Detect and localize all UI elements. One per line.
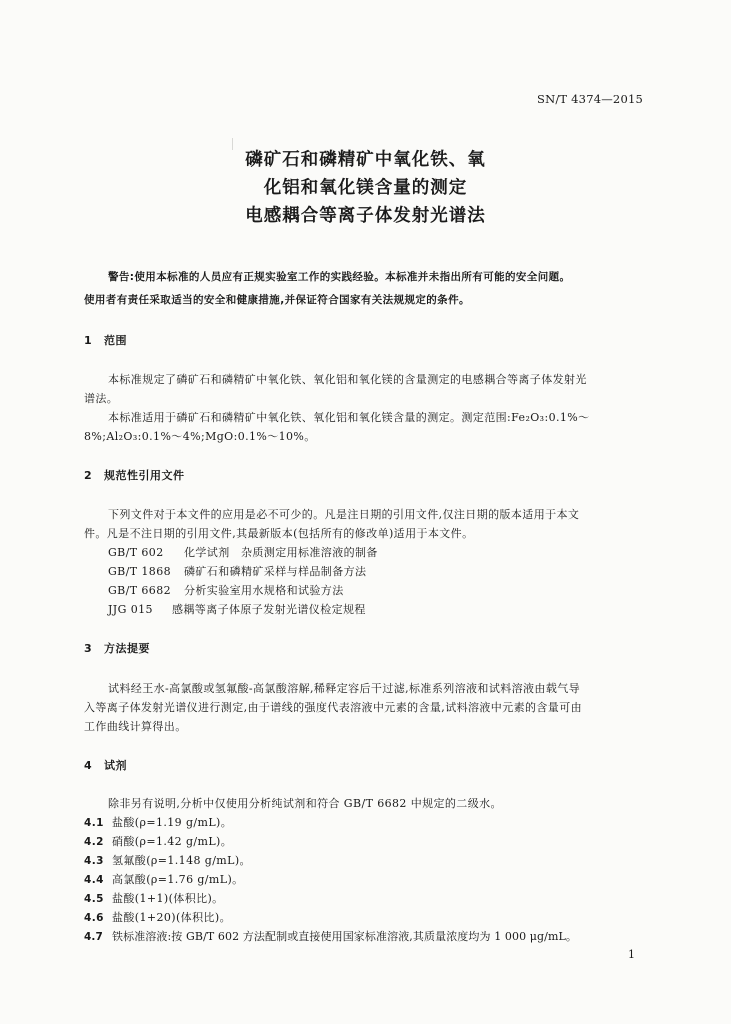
- clause-number: 4.5: [84, 893, 104, 905]
- section-heading-references: [84, 467, 185, 483]
- section-number: 4: [84, 759, 93, 772]
- reagent-item: [84, 928, 577, 944]
- section-heading-scope: [84, 332, 127, 348]
- reagent-text: 盐酸(1+20)(体积比)。: [112, 911, 231, 924]
- reagent-text: 高氯酸(ρ=1.76 g/mL)。: [112, 873, 244, 886]
- reference-code: JJG 015: [108, 603, 153, 616]
- title-line-1: 磷矿石和磷精矿中氧化铁、氧: [245, 150, 486, 170]
- scope-p2-line-1: 本标准适用于磷矿石和磷精矿中氧化铁、氧化铝和氧化镁含量的测定。测定范围:Fe₂O₃:0.1%～: [108, 411, 590, 424]
- reference-item: [108, 582, 344, 598]
- section-heading-reagents: [84, 757, 127, 773]
- clause-number: 4.7: [84, 931, 103, 943]
- scope-p1-line-1: 本标准规定了磷矿石和磷精矿中氧化铁、氧化铝和氧化镁的含量测定的电感耦合等离子体发射光: [108, 373, 587, 386]
- reference-code: GB/T 1868: [108, 565, 172, 578]
- reference-code: GB/T 6682: [108, 584, 172, 597]
- section-title: 范围: [104, 334, 127, 347]
- warning-line-2: 使用者有责任采取适当的安全和健康措施,并保证符合国家有关法规规定的条件。: [84, 294, 470, 306]
- section-heading-method: [84, 640, 150, 656]
- document-code: SN/T 4374—2015: [537, 92, 643, 106]
- clause-number: 4.2: [84, 836, 104, 848]
- method-line-1: 试料经王水-高氯酸或氢氟酸-高氯酸溶解,稀释定容后干过滤,标准系列溶液和试料溶液由载气导: [108, 682, 581, 695]
- section-title: 规范性引用文件: [104, 469, 185, 482]
- clause-number: 4.3: [84, 855, 104, 867]
- reagent-item: [84, 852, 251, 868]
- reagent-item: [84, 871, 244, 887]
- title-line-2: 化铝和氧化镁含量的测定: [263, 178, 468, 198]
- section-number: 3: [84, 642, 93, 655]
- reference-item: [108, 601, 366, 617]
- reference-item: [108, 563, 366, 579]
- reagent-item: [84, 890, 224, 906]
- page-number: 1: [628, 948, 635, 961]
- reagent-text: 硝酸(ρ=1.42 g/mL)。: [112, 835, 233, 848]
- reference-title: 感耦等离子体原子发射光谱仪检定规程: [172, 603, 366, 616]
- reference-code: GB/T 602: [108, 546, 164, 559]
- title-line-3: 电感耦合等离子体发射光谱法: [245, 206, 486, 226]
- clause-number: 4.6: [84, 912, 104, 924]
- reagent-text: 盐酸(ρ=1.19 g/mL)。: [112, 816, 233, 829]
- reference-title: 化学试剂 杂质测定用标准溶液的制备: [184, 546, 378, 559]
- scope-p2-line-2: 8%;Al₂O₃:0.1%～4%;MgO:0.1%～10%。: [84, 430, 316, 443]
- reagent-item: [84, 833, 232, 849]
- reagent-text: 氢氟酸(ρ=1.148 g/mL)。: [112, 854, 251, 867]
- references-intro-line-1: 下列文件对于本文件的应用是必不可少的。凡是注日期的引用文件,仅注日期的版本适用于本文: [108, 508, 580, 521]
- references-intro-line-2: 件。凡是不注日期的引用文件,其最新版本(包括所有的修改单)适用于本文件。: [84, 527, 474, 540]
- reagent-text: 盐酸(1+1)(体积比)。: [112, 892, 224, 905]
- section-number: 1: [84, 334, 93, 347]
- section-number: 2: [84, 469, 93, 482]
- reagents-intro: 除非另有说明,分析中仅使用分析纯试剂和符合 GB/T 6682 中规定的二级水。: [108, 797, 502, 810]
- reagent-item: [84, 814, 232, 830]
- reagent-item: [84, 909, 231, 925]
- clause-number: 4.1: [84, 817, 104, 829]
- method-line-2: 入等离子体发射光谱仪进行测定,由于谱线的强度代表溶液中元素的含量,试料溶液中元素的含量可由: [84, 701, 582, 714]
- method-line-3: 工作曲线计算得出。: [84, 720, 187, 733]
- warning-line-1: 警告:使用本标准的人员应有正规实验室工作的实践经验。本标准并未指出所有可能的安全问题。: [108, 271, 571, 283]
- clause-number: 4.4: [84, 874, 104, 886]
- reagent-text: 铁标准溶液:按 GB/T 602 方法配制或直接使用国家标准溶液,其质量浓度均为 1 000 μg/mL。: [112, 930, 578, 943]
- section-title: 方法提要: [104, 642, 150, 655]
- scope-p1-line-2: 谱法。: [84, 392, 119, 405]
- reference-title: 分析实验室用水规格和试验方法: [184, 584, 344, 597]
- reference-item: [108, 544, 378, 560]
- section-title: 试剂: [104, 759, 127, 772]
- reference-title: 磷矿石和磷精矿采样与样品制备方法: [184, 565, 367, 578]
